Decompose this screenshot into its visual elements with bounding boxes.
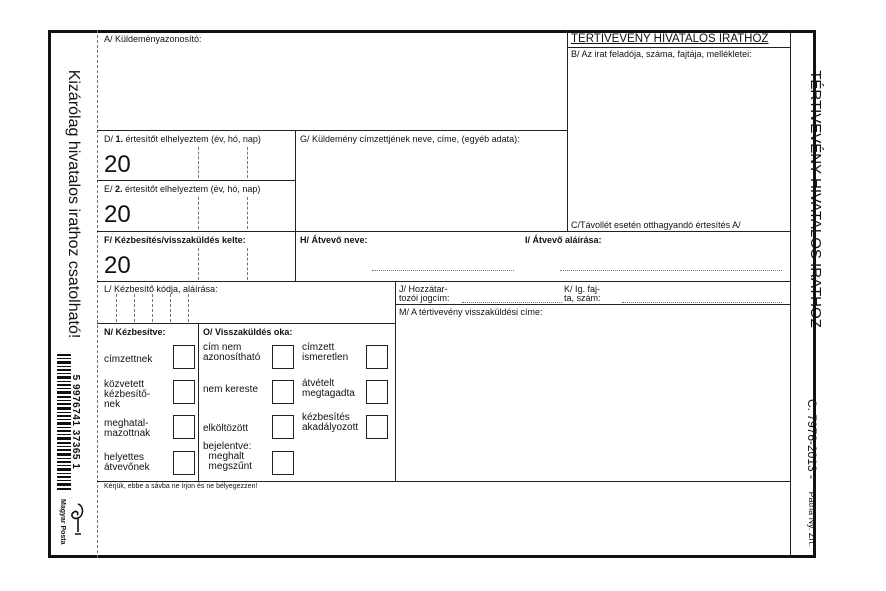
checkbox-moved[interactable] <box>272 415 294 439</box>
field-d-label: D/ 1. értesítőt elhelyeztem (év, hó, nap) <box>104 134 261 144</box>
checkbox-reported-deceased[interactable] <box>272 451 294 475</box>
delivered-option-label: közvetett kézbesítő- nek <box>104 379 151 410</box>
form-code: C. 7976-2013 - <box>805 398 819 480</box>
code-separator <box>134 294 135 322</box>
field-a-label: A/ Küldeményazonosító: <box>104 34 202 44</box>
field-k-label-2: ta, szám: <box>564 293 601 303</box>
field-h-label: H/ Átvevő neve: <box>300 235 368 245</box>
return-reason-label: bejelentve: meghalt megszűnt <box>203 441 252 472</box>
field-g-label: G/ Küldemény címzettjének neve, címe, (egyéb adata): <box>300 134 520 144</box>
grid-line <box>567 30 568 231</box>
field-e-year: 20 <box>104 201 131 228</box>
checkbox-delivered-indirect[interactable] <box>173 380 195 404</box>
field-k-label-1: K/ Ig. faj- <box>564 284 601 294</box>
grid-line <box>97 231 790 232</box>
grid-line <box>295 130 296 281</box>
field-f-label: F/ Kézbesítés/visszaküldés kelte: <box>104 235 246 245</box>
field-f-year: 20 <box>104 252 131 279</box>
grid-line <box>97 323 395 324</box>
entry-line <box>622 302 782 303</box>
grid-line <box>198 323 199 481</box>
checkbox-not-collected[interactable] <box>272 380 294 404</box>
checkbox-delivered-addressee[interactable] <box>173 345 195 369</box>
printer-name: Pátria Ny. Zrt. <box>807 491 817 547</box>
right-strip-divider <box>790 30 791 558</box>
checkbox-delivered-substitute[interactable] <box>173 451 195 475</box>
left-strip-divider <box>97 30 98 558</box>
return-reason-label: elköltözött <box>203 423 249 434</box>
return-reason-label: nem kereste <box>203 384 259 395</box>
checkbox-address-unidentifiable[interactable] <box>272 345 294 369</box>
barcode-number: 5 9976741 37365 1 <box>70 374 81 470</box>
delivered-option-label: meghatal- mazottnak <box>104 418 151 439</box>
return-reason-label: cím nem azonosítható <box>203 342 261 363</box>
return-reason-label: címzett ismeretlen <box>302 342 349 363</box>
signature-line <box>560 270 782 271</box>
code-separator <box>116 294 117 322</box>
return-reason-label: átvételt megtagadta <box>302 378 355 399</box>
field-c-label: C/Távollét esetén otthagyandó értesítés A/ <box>571 220 741 230</box>
field-l-label: L/ Kézbesítő kódja, aláírása: <box>104 284 218 294</box>
signature-line <box>372 270 514 271</box>
field-m-label: M/ A tértivevény visszaküldési címe: <box>399 307 543 317</box>
grid-line <box>395 281 396 481</box>
field-d-year: 20 <box>104 151 131 178</box>
field-n-label: N/ Kézbesítve: <box>104 327 166 337</box>
field-j-label-2: tozói jogcím: <box>399 293 450 303</box>
grid-line <box>97 180 295 181</box>
field-i-label: I/ Átvevő aláírása: <box>525 235 602 245</box>
delivered-option-label: helyettes átvevőnek <box>104 452 150 473</box>
left-vertical-notice: Kizárólag hivatalos irathoz csatolható! <box>65 69 82 339</box>
code-separator <box>170 294 171 322</box>
grid-line <box>97 281 790 282</box>
grid-line <box>395 304 790 305</box>
grid-line <box>97 130 567 131</box>
code-separator <box>152 294 153 322</box>
entry-line <box>462 302 562 303</box>
code-separator <box>188 294 189 322</box>
date-separator <box>247 248 248 280</box>
date-separator <box>198 147 199 178</box>
date-separator <box>198 197 199 229</box>
grid-line <box>567 47 790 48</box>
checkbox-delivered-authorized[interactable] <box>173 415 195 439</box>
checkbox-refused[interactable] <box>366 380 388 404</box>
footer-note: Kérjük, ebbe a sávba ne írjon és ne bélyegezzen! <box>104 483 258 490</box>
date-separator <box>247 147 248 178</box>
delivered-option-label: címzettnek <box>104 354 153 365</box>
field-e-label: E/ 2. értesítőt elhelyeztem (év, hó, nap) <box>104 184 261 194</box>
date-separator <box>247 197 248 229</box>
field-b-label: B/ Az irat feladója, száma, fajtája, mellékletei: <box>571 49 752 59</box>
right-vertical-title: TÉRTIVEVÉNY HIVATALOS IRATHOZ <box>807 70 824 328</box>
return-reason-label: kézbesítés akadályozott <box>302 412 359 433</box>
field-o-label: O/ Visszaküldés oka: <box>203 327 293 337</box>
field-j-label-1: J/ Hozzátar- <box>399 284 448 294</box>
logo-text: Magyar Posta <box>59 499 66 545</box>
header-title: TÉRTIVEVÉNY HIVATALOS IRATHOZ <box>571 33 769 45</box>
checkbox-delivery-obstructed[interactable] <box>366 415 388 439</box>
checkbox-addressee-unknown[interactable] <box>366 345 388 369</box>
date-separator <box>198 248 199 280</box>
